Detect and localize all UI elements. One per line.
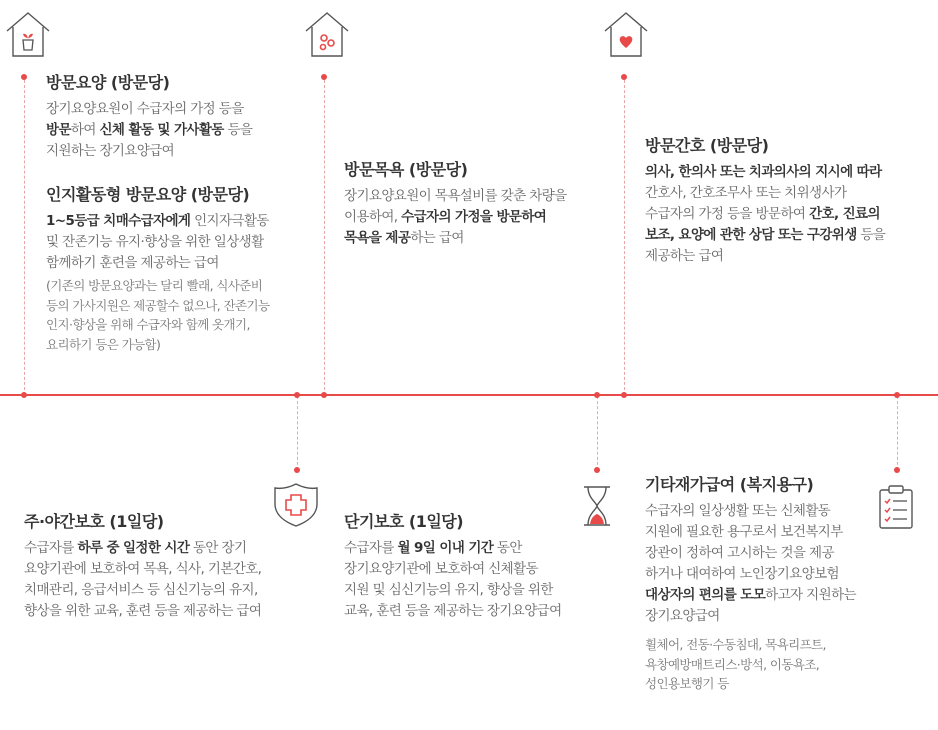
short-term-desc-line: 장기요양기관에 보호하여 신체활동	[344, 561, 538, 577]
visit-bath-section	[344, 157, 624, 249]
short-term-desc-line: 교육, 훈련 등을 제공하는 장기요양급여	[344, 603, 562, 619]
cognitive-care-note	[46, 276, 316, 354]
visit-nursing-desc-line: 보조, 요양에 관한 상담 또는 구강위생 등을	[645, 227, 886, 243]
short-term-desc	[344, 538, 624, 622]
visit-nursing-desc-line: 간호사, 간호조무사 또는 치위생사가	[645, 185, 847, 201]
welfare-section	[645, 472, 925, 694]
visit-care-desc	[46, 99, 316, 162]
visit-nursing-title: 방문간호 (방문당)	[645, 136, 769, 155]
visit-bath-desc	[344, 186, 624, 249]
note-line: 등의 가사지원은 제공할수 없으나, 잔존기능	[46, 297, 270, 313]
welfare-desc-line: 장기요양급여	[645, 608, 720, 624]
cognitive-care-desc	[46, 211, 316, 274]
visit-care-desc-line: 지원하는 장기요양급여	[46, 143, 175, 159]
visit-bath-desc-line: 이용하여, 수급자의 가정을 방문하여	[344, 209, 547, 225]
cognitive-care-desc-line: 및 잔존기능 유지·향상을 위한 일상생활	[46, 234, 264, 250]
visit-care-section	[46, 70, 316, 354]
day-night-section	[24, 509, 304, 622]
visit-care-title: 방문요양 (방문당)	[46, 73, 170, 92]
day-night-desc-line: 향상을 위한 교육, 훈련 등을 제공하는 급여	[24, 603, 262, 619]
welfare-desc-line: 하거나 대여하여 노인장기요양보험	[645, 566, 839, 582]
dot-short-term-line	[594, 392, 600, 398]
dot-visit-bath-line	[321, 392, 327, 398]
short-term-section	[344, 509, 624, 622]
dot-day-night-line	[294, 392, 300, 398]
dot-day-night-bottom	[294, 467, 300, 473]
connector-day-night	[297, 396, 298, 470]
dot-visit-nursing-top	[621, 74, 627, 80]
day-night-title: 주·야간보호 (1일당)	[24, 512, 164, 531]
welfare-item-line: 성인용보행기 등	[645, 676, 729, 691]
welfare-title: 기타재가급여 (복지용구)	[645, 475, 814, 494]
dot-short-term-bottom	[594, 467, 600, 473]
connector-visit-care	[24, 80, 25, 395]
welfare-desc-line: 대상자의 편의를 도모하고자 지원하는	[645, 587, 856, 603]
note-line: (기존의 방문요양과는 달리 빨래, 식사준비	[46, 278, 263, 293]
day-night-desc	[24, 538, 304, 622]
visit-bath-title: 방문목욕 (방문당)	[344, 160, 468, 179]
visit-nursing-desc	[645, 162, 935, 267]
visit-bath-desc-line: 목욕을 제공하는 급여	[344, 230, 464, 246]
visit-nursing-section	[645, 133, 935, 267]
cognitive-care-desc-line: 함께하기 훈련을 제공하는 급여	[46, 255, 219, 271]
day-night-desc-line: 수급자를 하루 중 일정한 시간 동안 장기	[24, 540, 247, 556]
note-line: 요리하기 등은 가능함)	[46, 336, 161, 352]
house-plant-icon	[4, 10, 52, 60]
house-bath-icon	[303, 10, 351, 60]
short-term-desc-line: 수급자를 월 9일 이내 기간 동안	[344, 540, 522, 556]
welfare-desc-line: 수급자의 일상생활 또는 신체활동	[645, 503, 831, 519]
cognitive-care-desc-line: 1~5등급 치매수급자에게 인지자극활동	[46, 213, 269, 229]
connector-visit-nursing	[624, 80, 625, 395]
connector-welfare	[897, 396, 898, 470]
short-term-title: 단기보호 (1일당)	[344, 512, 464, 531]
dot-visit-bath-top	[321, 74, 327, 80]
welfare-items	[645, 635, 925, 694]
visit-care-desc-line: 방문하여 신체 활동 및 가사활동 등을	[46, 122, 253, 138]
timeline-line	[0, 394, 938, 396]
dot-visit-care-top	[21, 74, 27, 80]
dot-welfare-line	[894, 392, 900, 398]
welfare-desc	[645, 501, 925, 627]
dot-visit-nursing-line	[621, 392, 627, 398]
connector-visit-bath	[324, 80, 325, 395]
welfare-item-line: 휠체어, 전동·수동침대, 목욕리프트,	[645, 637, 826, 652]
note-line: 인지·향상을 위해 수급자와 함께 옷개기,	[46, 317, 250, 332]
visit-nursing-desc-line: 제공하는 급여	[645, 248, 724, 264]
house-heart-icon	[602, 10, 650, 60]
welfare-desc-line: 지원에 필요한 용구로서 보건복지부	[645, 524, 843, 540]
dot-visit-care-line	[21, 392, 27, 398]
visit-nursing-desc-line: 의사, 한의사 또는 치과의사의 지시에 따라	[645, 164, 882, 180]
day-night-desc-line: 치매관리, 응급서비스 등 심신기능의 유지,	[24, 582, 258, 598]
short-term-desc-line: 지원 및 심신기능의 유지, 향상을 위한	[344, 582, 553, 598]
welfare-item-line: 욕창예방매트리스·방석, 이동욕조,	[645, 656, 820, 672]
visit-bath-desc-line: 장기요양요원이 목욕설비를 갖춘 차량을	[344, 188, 567, 204]
cognitive-care-title: 인지활동형 방문요양 (방문당)	[46, 185, 250, 204]
day-night-desc-line: 요양기관에 보호하여 목욕, 식사, 기본간호,	[24, 561, 262, 577]
visit-care-desc-line: 장기요양요원이 수급자의 가정 등을	[46, 101, 244, 117]
visit-nursing-desc-line: 수급자의 가정 등을 방문하여 간호, 진료의	[645, 206, 880, 222]
welfare-desc-line: 장관이 정하여 고시하는 것을 제공	[645, 545, 834, 561]
connector-short-term	[597, 396, 598, 470]
